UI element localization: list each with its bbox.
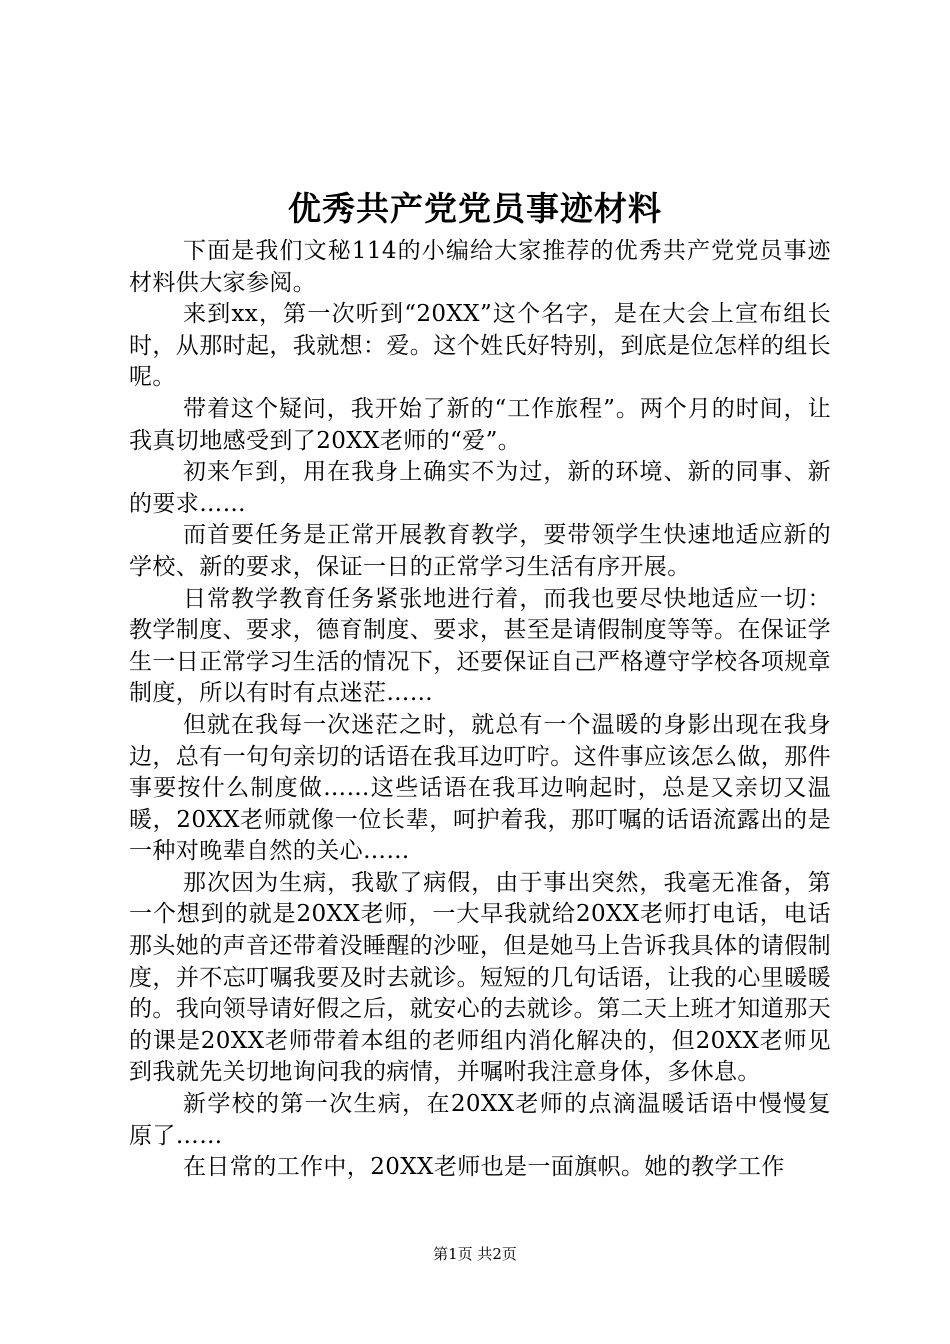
paragraph: 那次因为生病，我歇了病假，由于事出突然，我毫无准备，第一个想到的就是20XX老师，一大早我就给20XX老师打电话，电话那头她的声音还带着没睡醒的沙哑，但是她马上告诉我具体的请假制度，并不忘叮嘱我要及时去就诊。短短的几句话语，让我的心里暖暖的。我向领导请好假之后，就安心的去就诊。第二天上班才知道那天的课是20XX老师带着本组的老师组内消化解决的，但20XX老师见到我就先关切地询问我的病情，并嘱咐我注意身体，多休息。 (129, 869, 831, 1086)
document-body (129, 236, 831, 1184)
paragraph: 而首要任务是正常开展教育教学，要带领学生快速地适应新的学校、新的要求，保证一日的正常学习生活有序开展。 (129, 522, 831, 580)
page-number-footer: 第1页 共2页 (433, 1245, 517, 1263)
paragraph: 初来乍到，用在我身上确实不为过，新的环境、新的同事、新的要求…… (129, 459, 831, 517)
paragraph: 下面是我们文秘114的小编给大家推荐的优秀共产党党员事迹材料供大家参阅。 (129, 238, 831, 296)
paragraph: 来到xx，第一次听到“20XX”这个名字，是在大会上宣布组长时，从那时起，我就想：爱。这个姓氏好特别，到底是位怎样的组长呢。 (129, 301, 831, 391)
document-title: 优秀共产党党员事迹材料 (288, 189, 662, 228)
paragraph: 带着这个疑问，我开始了新的“工作旅程”。两个月的时间，让我真切地感受到了20XX老师的“爱”。 (129, 395, 831, 454)
paragraph: 在日常的工作中，20XX老师也是一面旗帜。她的教学工作 (183, 1154, 785, 1181)
paragraph: 新学校的第一次生病，在20XX老师的点滴温暖话语中慢慢复原了…… (129, 1091, 831, 1149)
paragraph: 日常教学教育任务紧张地进行着，而我也要尽快地适应一切：教学制度、要求，德育制度、要求，甚至是请假制度等等。在保证学生一日正常学习生活的情况下，还要保证自己严格遵守学校各项规章制度，所以有时有点迷茫…… (129, 585, 831, 707)
paragraph: 但就在我每一次迷茫之时，就总有一个温暖的身影出现在我身边，总有一句句亲切的话语在我耳边叮咛。这件事应该怎么做，那件事要按什么制度做……这些话语在我耳边响起时，总是又亲切又温暖，20XX老师就像一位长辈，呵护着我，那叮嘱的话语流露出的是一种对晚辈自然的关心…… (129, 711, 831, 865)
